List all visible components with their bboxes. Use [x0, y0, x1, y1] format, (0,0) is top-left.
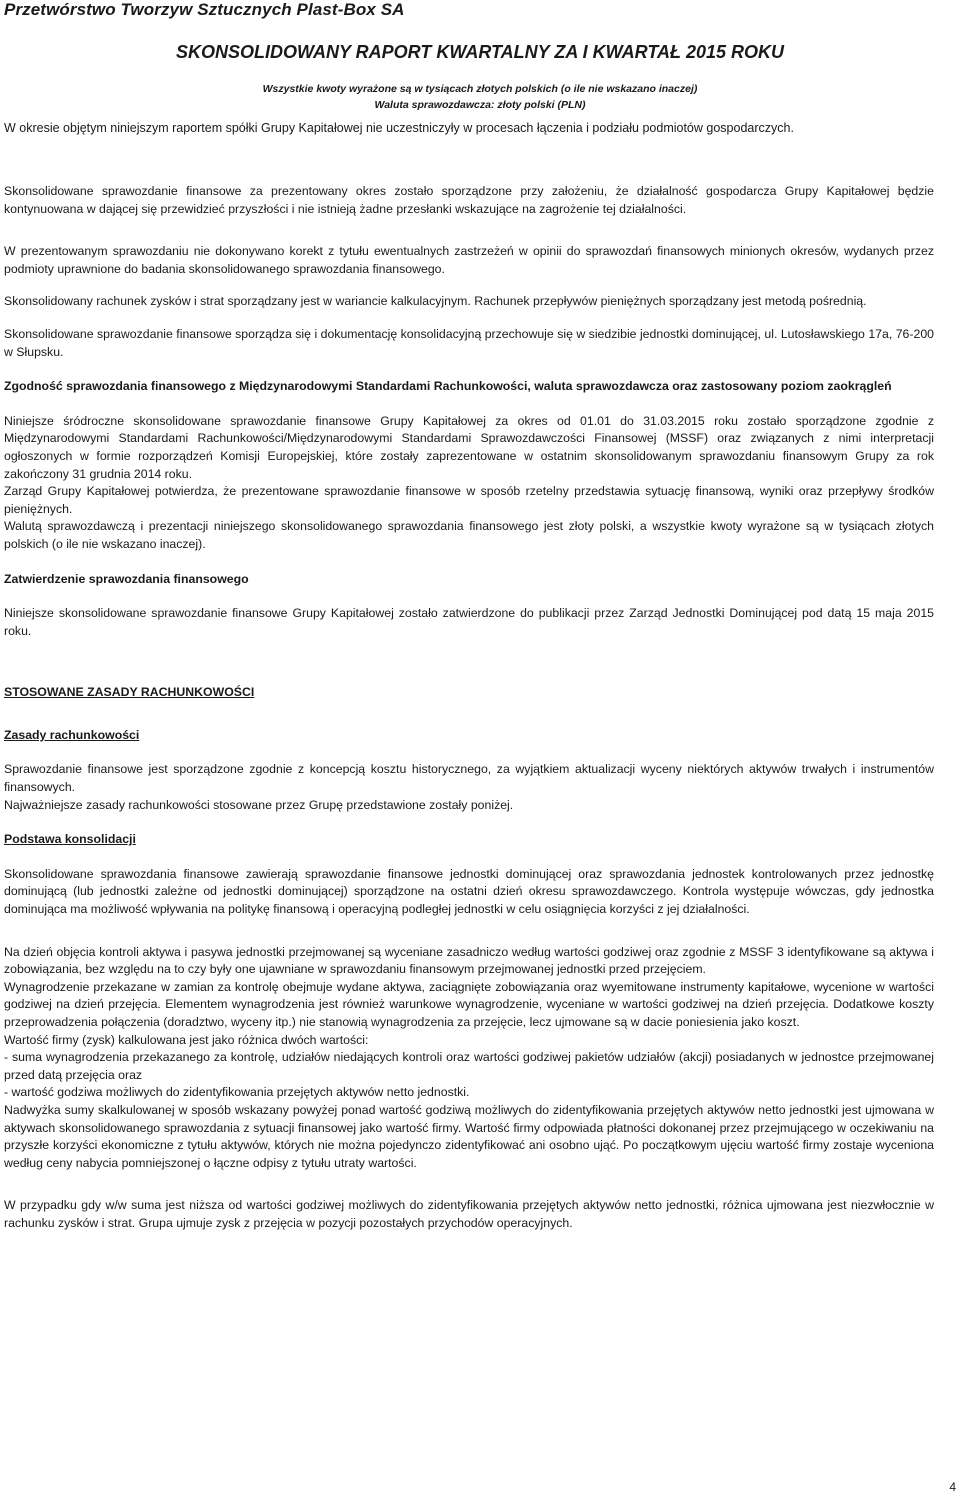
- paragraph-key-policies: Najważniejsze zasady rachunkowości stosowane przez Grupę przedstawione zostały poniżej.: [4, 797, 514, 812]
- paragraph-approval: Niniejsze skonsolidowane sprawozdanie finansowe Grupy Kapitałowej zostało zatwierdzone do publikacji przez Zarząd Jednostki Dominującej pod datą 15 maja 2015 roku.: [4, 606, 934, 638]
- amounts-note: Wszystkie kwoty wyrażone są w tysiącach złotych polskich (o ile nie wskazano inaczej): [262, 83, 698, 95]
- heading-consolidation-basis: Podstawa konsolidacji: [4, 832, 136, 847]
- list-item-consideration-sum: - suma wynagrodzenia przekazanego za kontrolę, udziałów niedających kontroli oraz wartości godziwej pakietów udziałów (akcji) posiadanych w jednostce przejmowanej przed datą przejęcia oraz: [4, 1050, 934, 1082]
- page-number: 4: [949, 1480, 956, 1494]
- heading-compliance: Zgodność sprawozdania finansowego z Międzynarodowymi Standardami Rachunkowości, waluta sprawozdawcza oraz zastosowany poziom zaokrągleń: [4, 379, 892, 394]
- paragraph-historical-cost: Sprawozdanie finansowe jest sporządzone zgodnie z koncepcją kosztu historycznego, za wyjątkiem aktualizacji wyceny niektórych aktywów trwałych i instrumentów finansowych.: [4, 762, 934, 795]
- paragraph-goodwill-intro: Wartość firmy (zysk) kalkulowana jest jako różnica dwóch wartości:: [4, 1032, 369, 1047]
- currency-note: Waluta sprawozdawcza: złoty polski (PLN): [374, 99, 586, 111]
- paragraph-ifrs: Niniejsze śródroczne skonsolidowane sprawozdanie finansowe Grupy Kapitałowej za okres od 01.01 do 31.03.2015 roku zostało sporządzone zgodnie z Międzynarodowymi Standardami Rachunkowości/Międzynarodowymi Standardami Sprawozdawczości Finansowej (MSSF) oraz związanych z nimi interpretacji ogłoszonych w formie rozporządzeń Komisji Europejskiej, które zostały zaprezentowane w ostatnim skonsolidowanym sprawozdaniu finansowym Grupy za rok zakończony 31 grudnia 2014 roku.: [4, 413, 934, 481]
- list-item-fair-value: - wartość godziwa możliwych do zidentyfikowania przejętych aktywów netto jednostki.: [4, 1085, 470, 1100]
- heading-accounting-principles: Zasady rachunkowości: [4, 727, 140, 742]
- heading-accounting-policies: STOSOWANE ZASADY RACHUNKOWOŚCI: [4, 685, 255, 700]
- paragraph-goodwill-surplus: Nadwyżka sumy skalkulowanej w sposób wskazany powyżej ponad wartość godziwą możliwych do zidentyfikowania przejętych aktywów netto jednostki jest ujmowana w aktywach skonsolidowanego sprawozdania z sytuacji finansowej jako wartość firmy. Wartość firmy odpowiada płatności dokonanej przez przejmującego w oczekiwaniu na przyszłe korzyści ekonomiczne z tytułu aktywów, których nie można pojedynczo zidentyfikować ani osobno ująć. Po początkowym ujęciu wartość firmy zostaje wyceniona według ceny nabycia pomniejszonej o łączne odpisy z tytułu utraty wartości.: [4, 1102, 934, 1170]
- document-body: [4, 183, 934, 1233]
- paragraph-going-concern: Skonsolidowane sprawozdanie finansowe za prezentowany okres zostało sporządzone przy założeniu, że działalność gospodarcza Grupy Kapitałowej będzie kontynuowana w dającej się przewidzieć przyszłości i nie istnieją żadne przesłanki wskazujące na zagrożenie tej działalności.: [4, 184, 934, 216]
- paragraph-bargain-purchase: W przypadku gdy w/w suma jest niższa od wartości godziwej możliwych do zidentyfikowania przejętych aktywów netto jednostki, różnica ujmowana jest niezwłocznie w rachunku zysków i strat. Grupa ujmuje zysk z przejęcia w pozycji pozostałych przychodów operacyjnych.: [4, 1198, 934, 1230]
- paragraph-consolidation: Skonsolidowane sprawozdania finansowe zawierają sprawozdanie finansowe jednostki dominującej oraz sprawozdania jednostek kontrolowanych przez jednostkę dominującą (lub jednostki zależne od jednostki dominującej) sporządzone na ostatni dzień okresu sprawozdawczego. Kontrola występuje wówczas, gdy jednostka dominująca ma możliwość wpływania na politykę finansową i operacyjną podległej jednostki w celu osiągnięcia korzyści z jej działalności.: [4, 866, 934, 917]
- paragraph-acquisition-date: Na dzień objęcia kontroli aktywa i pasywa jednostki przejmowanej są wyceniane zasadniczo według wartości godziwej oraz zgodnie z MSSF 3 identyfikowane są aktywa i zobowiązania, bez względu na to czy były one ujawniane w sprawozdaniu finansowym przejmowanej jednostki przed przejęciem.: [4, 944, 934, 977]
- paragraph-corrections: W prezentowanym sprawozdaniu nie dokonywano korekt z tytułu ewentualnych zastrzeżeń w opinii do sprawozdań finansowych minionych okresów, wydanych przez podmioty uprawnione do badania skonsolidowanego sprawozdania finansowego.: [4, 244, 934, 276]
- lead-paragraph: W okresie objętym niniejszym raportem spółki Grupy Kapitałowej nie uczestniczyły w procesach łączenia i podziału podmiotów gospodarczych.: [4, 121, 794, 135]
- paragraph-income-statement: Skonsolidowany rachunek zysków i strat sporządzany jest w wariancie kalkulacyjnym. Rachunek przepływów pieniężnych sporządzany jest metodą pośrednią.: [4, 294, 867, 309]
- paragraph-management: Zarząd Grupy Kapitałowej potwierdza, że prezentowane sprawozdanie finansowe w sposób rzetelny przedstawia sytuację finansową, wyniki oraz przepływy środków pieniężnych.: [4, 484, 934, 516]
- paragraph-currency: Walutą sprawozdawczą i prezentacji niniejszego skonsolidowanego sprawozdania finansowego jest złoty polski, a wszystkie kwoty wyrażone są w tysiącach złotych polskich (o ile nie wskazano inaczej).: [4, 519, 934, 551]
- company-name: Przetwórstwo Tworzyw Sztucznych Plast-Box SA: [4, 0, 405, 19]
- report-title: SKONSOLIDOWANY RAPORT KWARTALNY ZA I KWARTAŁ 2015 ROKU: [175, 42, 785, 62]
- paragraph-documentation: Skonsolidowane sprawozdanie finansowe sporządza się i dokumentację konsolidacyjną przechowuje się w siedzibie jednostki dominującej, ul. Lutosławskiego 17a, 76-200 w Słupsku.: [4, 326, 934, 359]
- heading-approval: Zatwierdzenie sprawozdania finansowego: [4, 571, 249, 586]
- paragraph-consideration: Wynagrodzenie przekazane w zamian za kontrolę obejmuje wydane aktywa, zaciągnięte zobowiązania oraz wyemitowane instrumenty kapitałowe, wycenione w wartości godziwej na dzień przejęcia. Elementem wynagrodzenia jest również warunkowe wynagrodzenie, wyceniane w wartości godziwej na dzień przejęcia. Dodatkowe koszty przeprowadzenia połączenia (doradztwo, wyceny itp.) nie stanowią wynagrodzenia za przejęcie, lecz ujmowane są w dacie poniesienia jako koszt.: [4, 979, 934, 1029]
